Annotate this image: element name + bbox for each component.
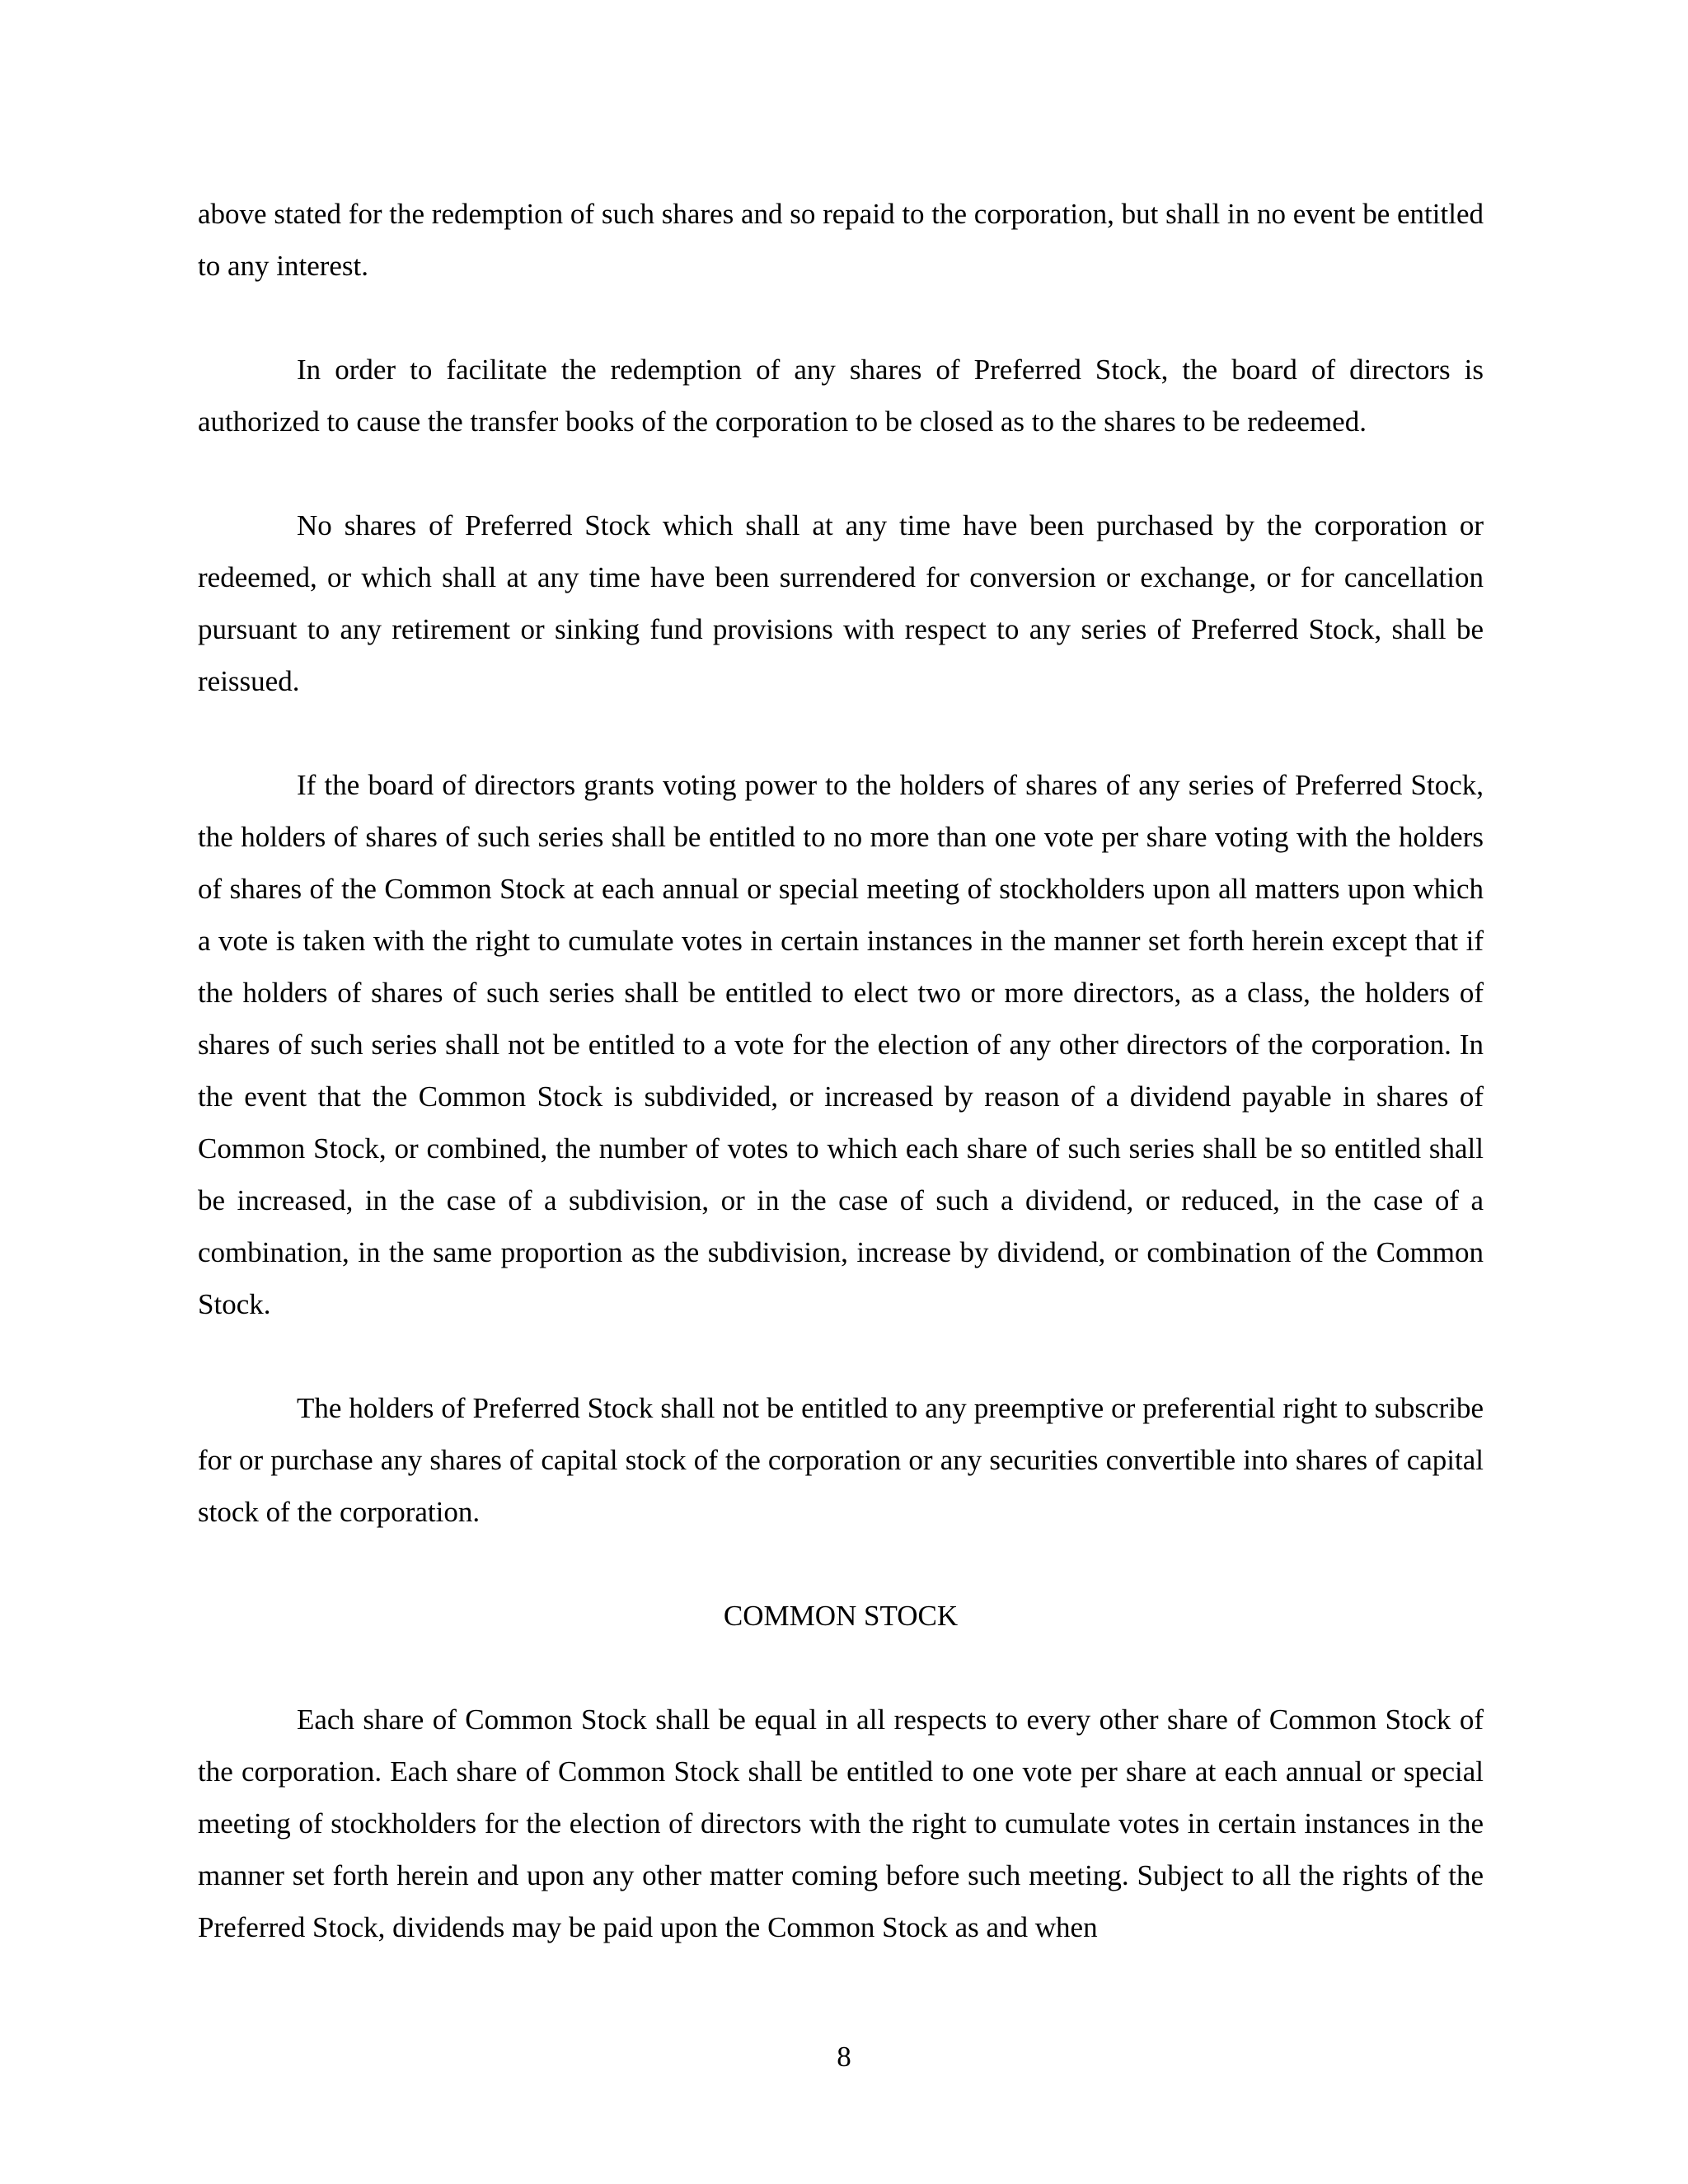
paragraph-continuation: above stated for the redemption of such shares and so repaid to the corporation, but shall in no event be entitled to any interest.: [198, 198, 1484, 282]
paragraph-common-stock-equal: Each share of Common Stock shall be equal in all respects to every other share of Common Stock of the corporation. Each share of Common Stock shall be entitled to one vote per share at each annual or special meeting of stockholders for the election of directors with the right to cumulate votes in certain instances in the manner set forth herein and upon any other matter coming before such meeting. Subject to all the rights of the Preferred Stock, dividends may be paid upon the Common Stock as and when: [198, 1704, 1484, 1943]
paragraph-preemptive-rights: The holders of Preferred Stock shall not be entitled to any preemptive or preferential right to subscribe for or purchase any shares of capital stock of the corporation or any securities convertible into shares of capital stock of the corporation.: [198, 1392, 1484, 1528]
paragraph-voting-power: If the board of directors grants voting power to the holders of shares of any series of Preferred Stock, the holders of shares of such series shall be entitled to no more than one vote per share voting with the holders of shares of the Common Stock at each annual or special meeting of stockholders upon all matters upon which a vote is taken with the right to cumulate votes in certain instances in the manner set forth herein except that if the holders of shares of such series shall be entitled to elect two or more directors, as a class, the holders of shares of such series shall not be entitled to a vote for the election of any other directors of the corporation. In the event that the Common Stock is subdivided, or increased by reason of a dividend payable in shares of Common Stock, or combined, the number of votes to which each share of such series shall be so entitled shall be increased, in the case of a subdivision, or in the case of such a dividend, or reduced, in the case of a combination, in the same proportion as the subdivision, increase by dividend, or combination of the Common Stock.: [198, 769, 1484, 1320]
paragraph-no-reissue: No shares of Preferred Stock which shall at any time have been purchased by the corporation or redeemed, or which shall at any time have been surrendered for conversion or exchange, or for cancellation pursuant to any retirement or sinking fund provisions with respect to any series of Preferred Stock, shall be reissued.: [198, 509, 1484, 697]
page-number: 8: [837, 2041, 851, 2073]
document-body: [198, 188, 1484, 2005]
section-heading-common-stock: COMMON STOCK: [723, 1600, 959, 1632]
paragraph-redemption-transfer-books: In order to facilitate the redemption of any shares of Preferred Stock, the board of directors is authorized to cause the transfer books of the corporation to be closed as to the shares to be redeemed.: [198, 354, 1484, 438]
